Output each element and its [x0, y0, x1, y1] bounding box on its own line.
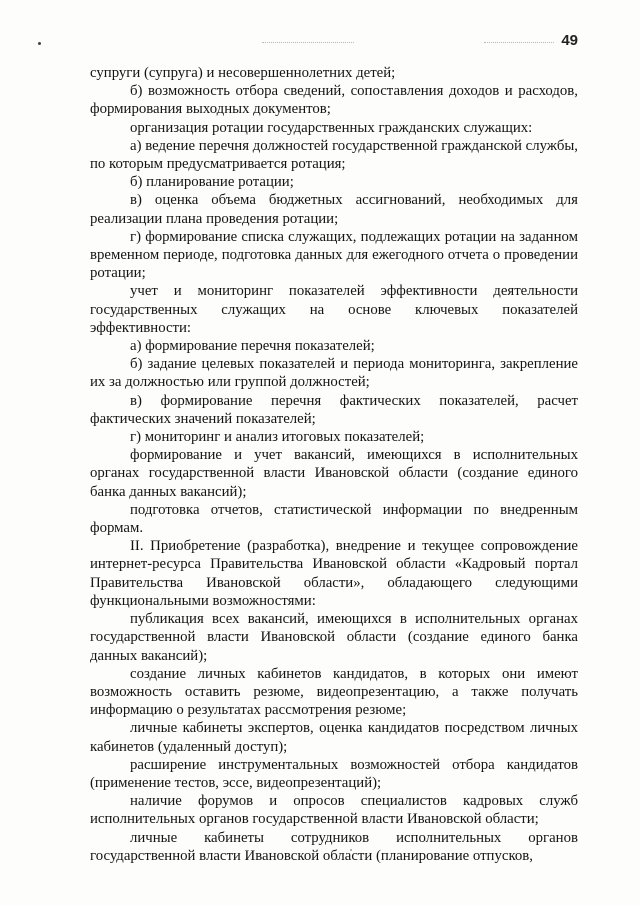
paragraph: подготовка отчетов, статистической информации по внедренным формам. — [90, 501, 578, 537]
scan-artifact-left — [262, 42, 354, 44]
paragraph: наличие форумов и опросов специалистов кадровых служб исполнительных органов государственной власти Ивановской области; — [90, 793, 578, 828]
paragraph: учет и мониторинг показателей эффективности деятельности государственных служащих на основе ключевых показателей эффективности: — [90, 283, 578, 336]
section-heading-paragraph: II. Приобретение (разработка), внедрение и текущее сопровождение интернет-ресурса Правительства Ивановской области «Кадровый портал Правительства Ивановской области», обладающего следующими функциональными возможностями: — [90, 538, 578, 609]
paragraph: организация ротации государственных гражданских служащих: — [130, 119, 533, 136]
paragraph: личные кабинеты сотрудников исполнительных органов государственной власти Ивановской области (планирование отпусков, — [90, 829, 578, 864]
paragraph: б) задание целевых показателей и периода мониторинга, закрепление их за должностью или группой должностей; — [90, 356, 578, 391]
paragraph: б) планирование ротации; — [130, 174, 294, 191]
page-header — [0, 32, 640, 54]
paragraph: публикация всех вакансий, имеющихся в исполнительных органах государственной власти Ивановской области (создание единого банка данных вакансий); — [90, 611, 578, 664]
paragraph: б) возможность отбора сведений, сопоставления доходов и расходов, формирования выходных документов; — [90, 83, 578, 118]
paragraph: расширение инструментальных возможностей отбора кандидатов (применение тестов, эссе, видеопрезентаций); — [90, 756, 578, 791]
page-number: 49 — [561, 32, 578, 49]
paragraph: формирование и учет вакансий, имеющихся в исполнительных органах государственной власти Ивановской области (создание единого банка данных вакансий); — [90, 447, 578, 500]
paragraph: личные кабинеты экспертов, оценка кандидатов посредством личных кабинетов (удаленный доступ); — [90, 720, 578, 755]
paragraph: создание личных кабинетов кандидатов, в которых они имеют возможность оставить резюме, видеопрезентацию, а также получать информацию о результатах рассмотрения резюме; — [90, 665, 578, 719]
paragraph: г) формирование списка служащих, подлежащих ротации на заданном временном периоде, подготовка данных для ежегодного отчета о проведении ротации; — [90, 228, 578, 282]
paragraph: г) мониторинг и анализ итоговых показателей; — [130, 429, 425, 446]
scan-artifact-right — [484, 42, 554, 44]
paragraph: а) ведение перечня должностей государственной гражданской службы, по которым предусматривается ротация; — [90, 137, 578, 173]
scan-speck — [38, 42, 41, 45]
paragraph: супруги (супруга) и несовершеннолетних детей; — [90, 65, 396, 81]
paragraph: в) формирование перечня фактических показателей, расчет фактических значений показателей; — [90, 392, 578, 427]
body-text — [90, 64, 578, 865]
paragraph: а) формирование перечня показателей; — [130, 338, 375, 355]
paragraph: в) оценка объема бюджетных ассигнований, необходимых для реализации плана проведения ротации; — [90, 192, 578, 227]
